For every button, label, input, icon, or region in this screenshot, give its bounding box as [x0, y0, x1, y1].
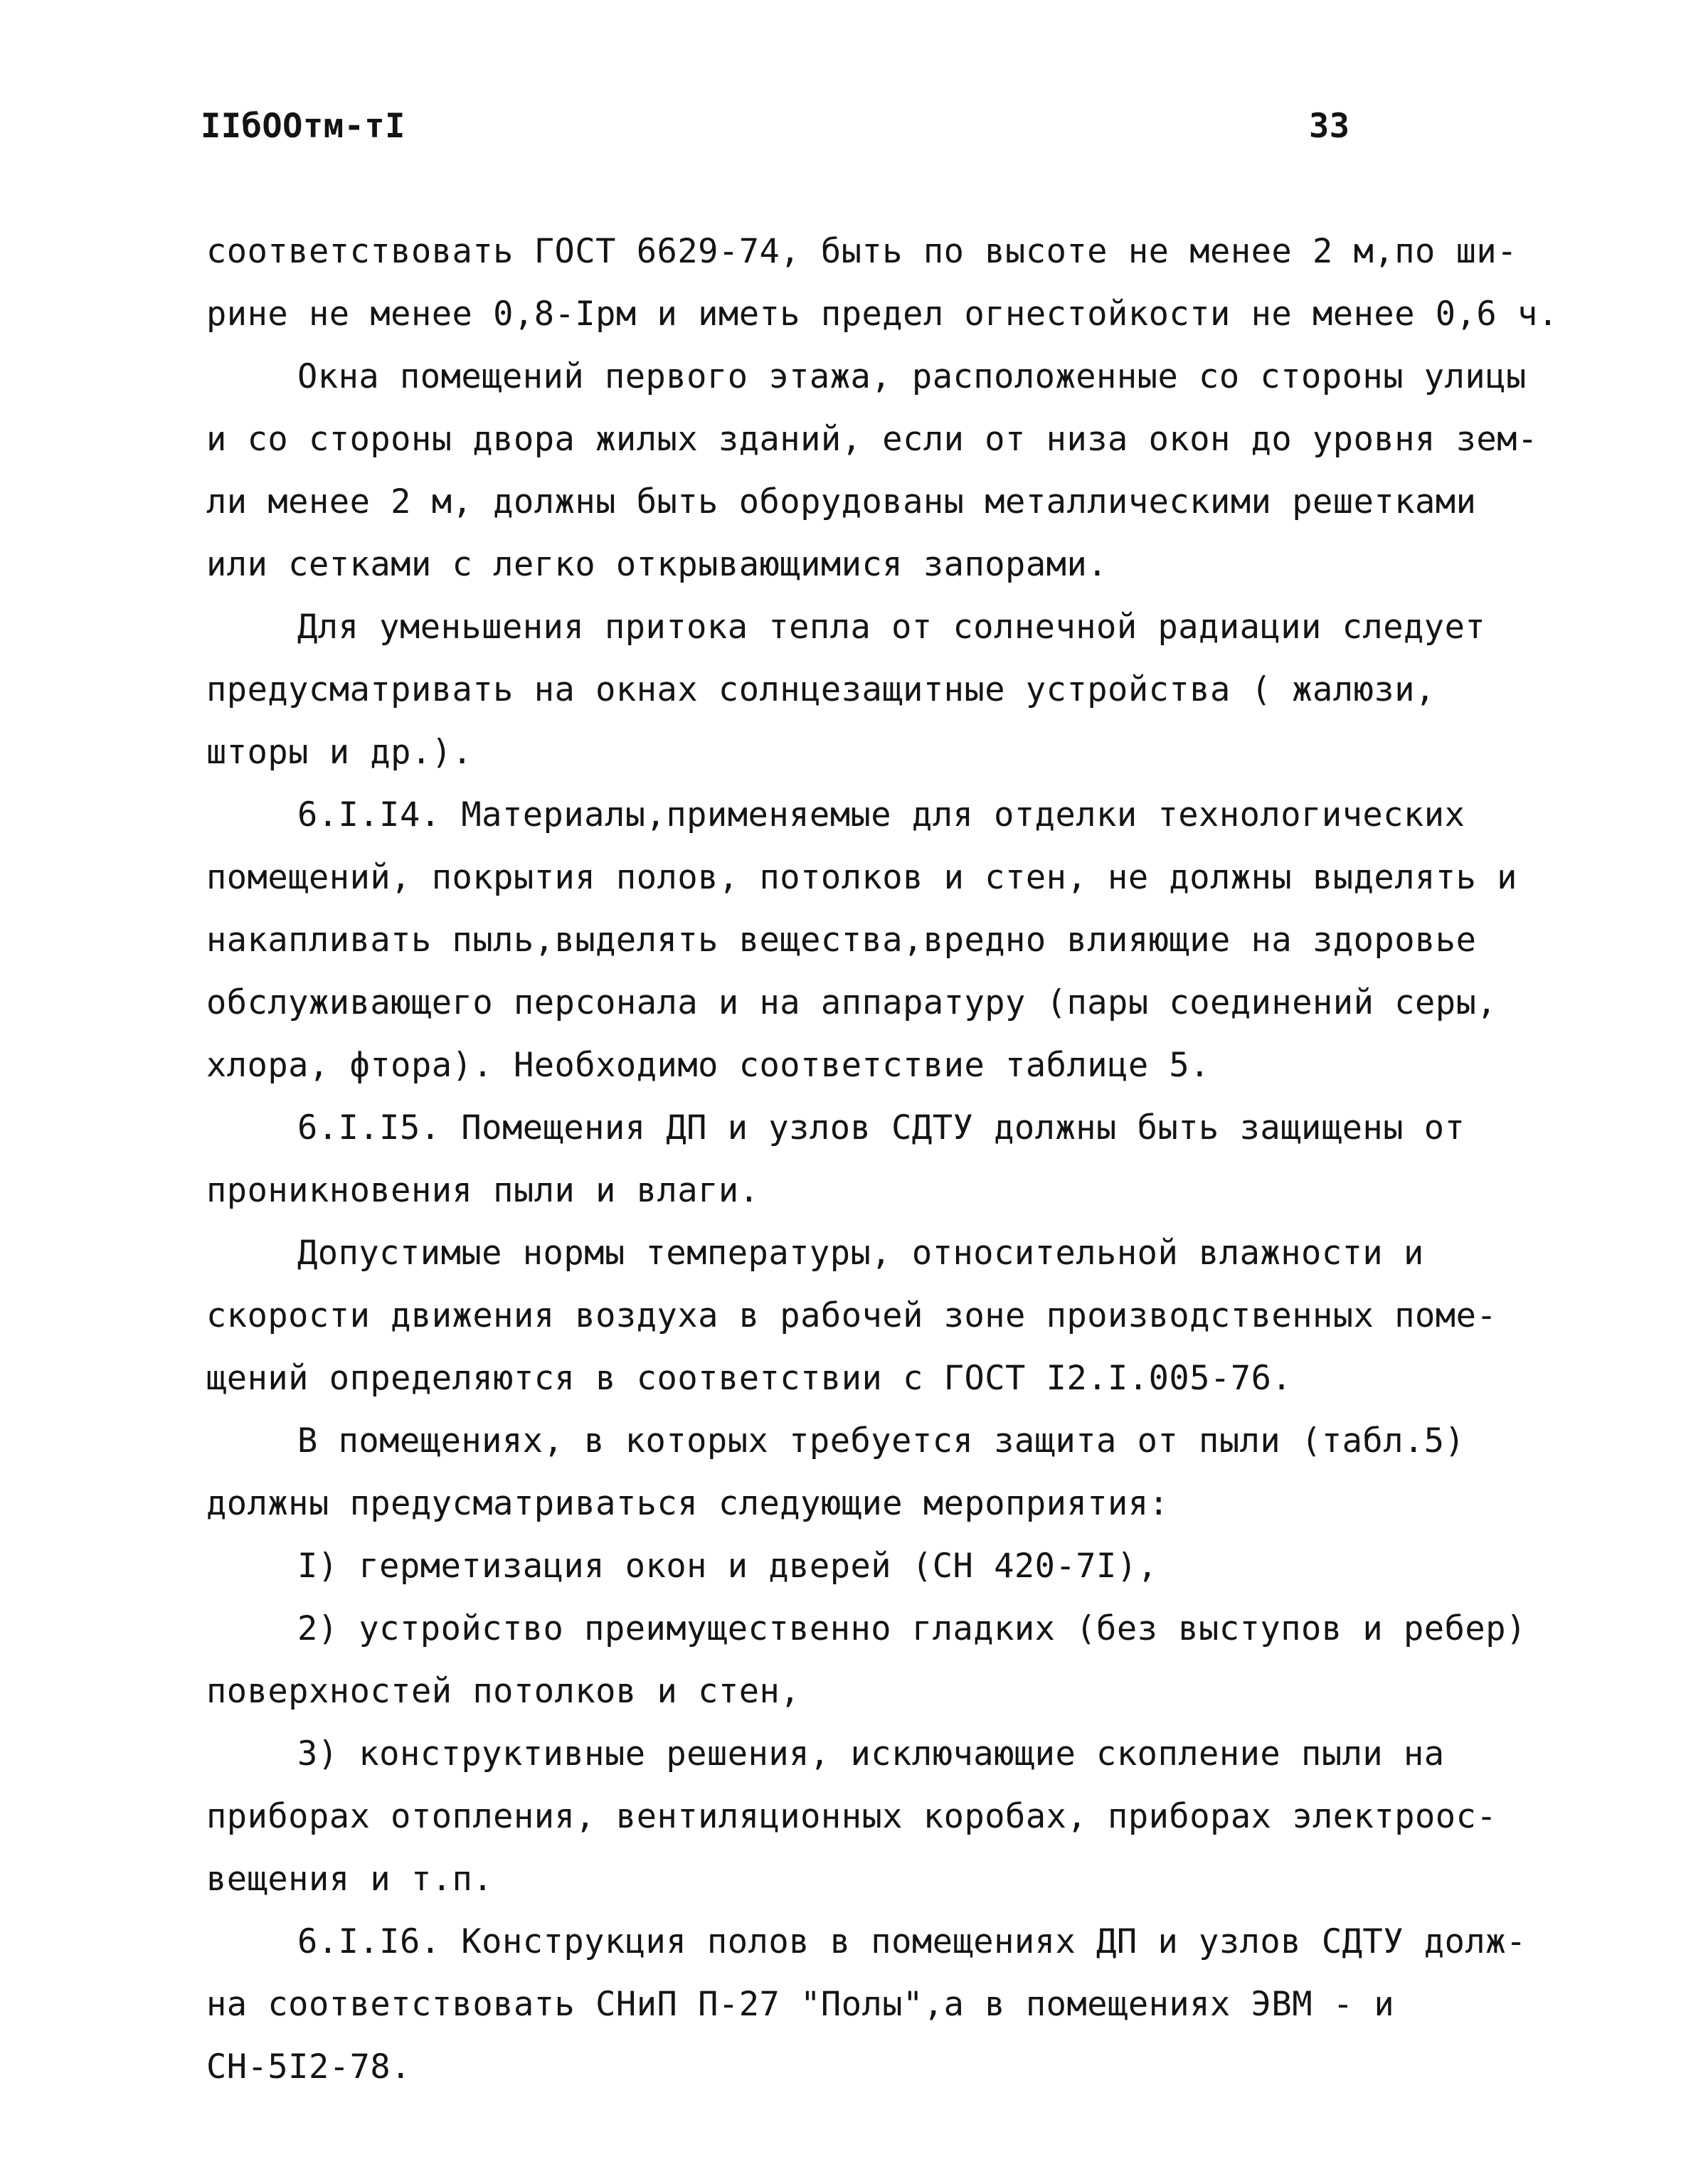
text-line: Окна помещений первого этажа, расположенные со стороны улицы	[297, 357, 1527, 396]
page-number: 33	[1309, 107, 1350, 146]
text-line: Допустимые нормы температуры, относительной влажности и	[297, 1234, 1424, 1273]
text-line: рине не менее 0,8-Iрм и иметь предел огнестойкости не менее 0,6 ч.	[206, 295, 1559, 334]
text-line: ли менее 2 м, должны быть оборудованы металлическими решетками	[206, 482, 1477, 521]
text-line: предусматривать на окнах солнцезащитные устройства ( жалюзи,	[206, 670, 1436, 709]
text-line: скорости движения воздуха в рабочей зоне производственных поме-	[206, 1296, 1497, 1335]
text-line: поверхностей потолков и стен,	[206, 1672, 801, 1711]
text-line: шторы и др.).	[206, 733, 473, 772]
text-line: накапливать пыль,выделять вещества,вредно влияющие на здоровье	[206, 921, 1477, 960]
text-line: хлора, фтора). Необходимо соответствие таблице 5.	[206, 1046, 1211, 1085]
text-line: СН-5I2-78.	[206, 2047, 411, 2087]
text-line: 6.I.I5. Помещения ДП и узлов СДТУ должны быть защищены от	[297, 1108, 1465, 1147]
text-line: проникновения пыли и влаги.	[206, 1171, 760, 1210]
text-line: соответствовать ГОСТ 6629-74, быть по высоте не менее 2 м,по ши-	[206, 232, 1517, 271]
document-code: IIбООтм-тI	[201, 107, 405, 146]
text-line: 3) конструктивные решения, исключающие скопление пыли на	[297, 1734, 1445, 1774]
text-line: должны предусматриваться следующие мероприятия:	[206, 1484, 1170, 1523]
text-line: или сетками с легко открывающимися запорами.	[206, 545, 1108, 584]
text-line: вещения и т.п.	[206, 1860, 494, 1899]
text-line: и со стороны двора жилых зданий, если от низа окон до уровня зем-	[206, 420, 1538, 459]
text-line: приборах отопления, вентиляционных коробах, приборах электроос-	[206, 1797, 1497, 1836]
text-line: обслуживающего персонала и на аппаратуру (пары соединений серы,	[206, 983, 1497, 1022]
body-text	[206, 221, 1559, 2099]
text-line: В помещениях, в которых требуется защита от пыли (табл.5)	[297, 1421, 1465, 1461]
text-line: I) герметизация окон и дверей (СН 420-7I),	[297, 1547, 1158, 1586]
text-line: на соответствовать СНиП П-27 "Полы",а в помещениях ЭВМ - и	[206, 1985, 1395, 2024]
text-line: помещений, покрытия полов, потолков и стен, не должны выделять и	[206, 858, 1517, 897]
text-line: 6.I.I4. Материалы,применяемые для отделки технологических	[297, 795, 1465, 834]
text-line: 2) устройство преимущественно гладких (без выступов и ребер)	[297, 1609, 1527, 1648]
text-line: щений определяются в соответствии с ГОСТ I2.I.005-76.	[206, 1359, 1293, 1398]
text-line: Для уменьшения притока тепла от солнечной радиации следует	[297, 608, 1486, 647]
text-line: 6.I.I6. Конструкция полов в помещениях ДП и узлов СДТУ долж-	[297, 1922, 1527, 1961]
